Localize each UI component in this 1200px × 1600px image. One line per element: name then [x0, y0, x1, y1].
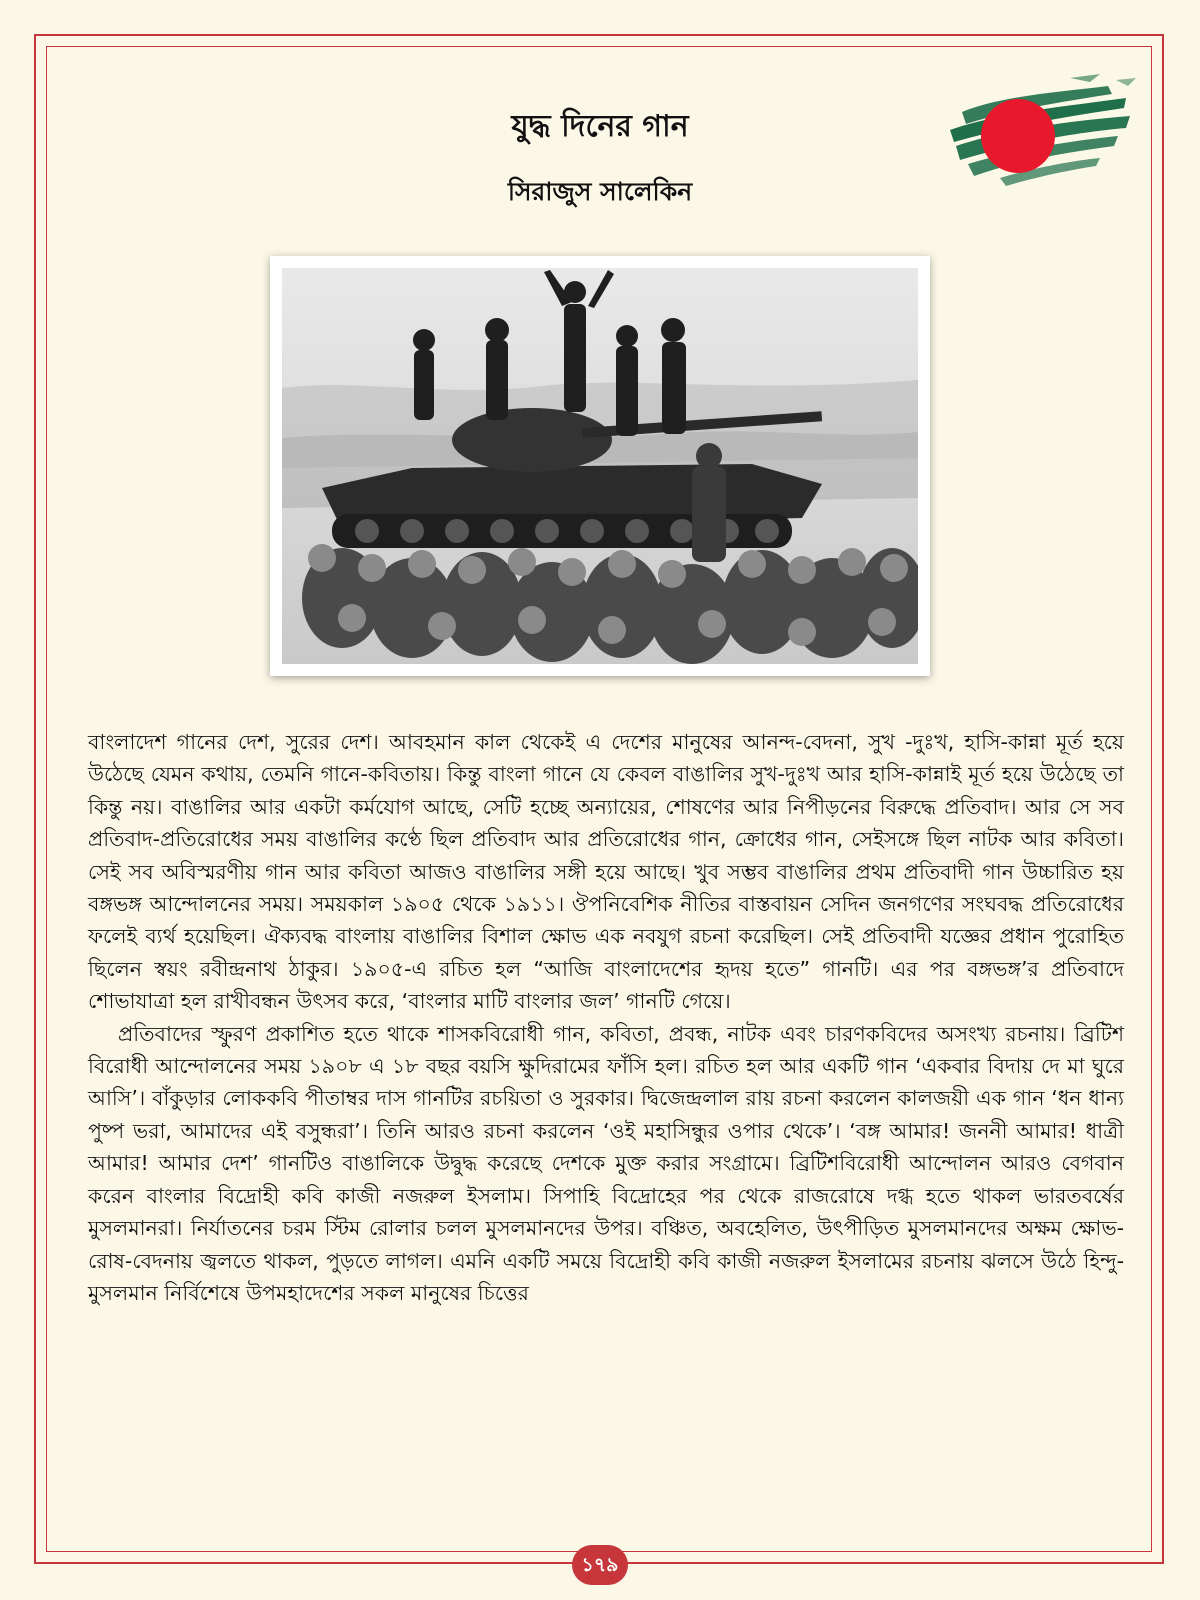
- war-photo-tank-with-soldiers: [282, 268, 918, 664]
- paragraph: বাংলাদেশ গানের দেশ, সুরের দেশ। আবহমান কাল থেকেই এ দেশের মানুষের আনন্দ-বেদনা, সুখ -দুঃখ, হাসি-কান্না মূর্ত হয়ে উঠেছে যেমন কথায়, তেমনি গানে-কবিতায়। কিন্তু বাংলা গানে যে কেবল বাঙালির সুখ-দুঃখ আর হাসি-কান্নাই মূর্ত হয়ে উঠেছে তা কিন্তু নয়। বাঙালির আর একটা কর্মযোগ আছে, সেটি হচ্ছে অন্যায়ের, শোষণের আর নিপীড়নের বিরুদ্ধে প্রতিবাদ। আর সে সব প্রতিবাদ-প্রতিরোধের সময় বাঙালির কণ্ঠে ছিল প্রতিবাদ আর প্রতিরোধের গান, ক্রোধের গান, সেইসঙ্গে ছিল নাটক আর কবিতা। সেই সব অবিস্মরণীয় গান আর কবিতা আজও বাঙালির সঙ্গী হয়ে আছে। খুব সম্ভব বাঙালির প্রথম প্রতিবাদী গান উচ্চারিত হয় বঙ্গভঙ্গ আন্দোলনের সময়। সময়কাল ১৯০৫ থেকে ১৯১১। ঔপনিবেশিক নীতির বাস্তবায়ন সেদিন জনগণের সংঘবদ্ধ প্রতিরোধের ফলেই ব্যর্থ হয়েছিল। ঐক্যবদ্ধ বাংলায় বাঙালির বিশাল ক্ষোভ এক নবযুগ রচনা করেছিল। সেই প্রতিবাদী যজ্ঞের প্রধান পুরোহিত ছিলেন স্বয়ং রবীন্দ্রনাথ ঠাকুর। ১৯০৫-এ রচিত হল “আজি বাংলাদেশের হৃদয় হতে” গানটি। এর পর বঙ্গভঙ্গ’র প্রতিবাদে শোভাযাত্রা হল রাখীবন্ধন উৎসব করে, ‘বাংলার মাটি বাংলার জল’ গানটি গেয়ে।: [88, 730, 1124, 1014]
- article-title: যুদ্ধ দিনের গান: [511, 109, 689, 144]
- article-body: [88, 726, 1124, 1309]
- page-number-badge: ১৭৯: [572, 1545, 628, 1585]
- bangladesh-flag-icon: [940, 72, 1140, 190]
- paragraph: প্রতিবাদের স্ফুরণ প্রকাশিত হতে থাকে শাসকবিরোধী গান, কবিতা, প্রবন্ধ, নাটক এবং চারণকবিদের অসংখ্য রচনায়। ব্রিটিশ বিরোধী আন্দোলনের সময় ১৯০৮ এ ১৮ বছর বয়সি ক্ষুদিরামের ফাঁসি হল। রচিত হল আর একটি গান ‘একবার বিদায় দে মা ঘুরে আসি’। বাঁকুড়ার লোককবি পীতাম্বর দাস গানটির রচয়িতা ও সুরকার। দ্বিজেন্দ্রলাল রায় রচনা করলেন কালজয়ী এক গান ‘ধন ধান্য পুষ্প ভরা, আমাদের এই বসুন্ধরা’। তিনি আরও রচনা করলেন ‘ওই মহাসিন্ধুর ওপার থেকে’। ‘বঙ্গ আমার! জননী আমার! ধাত্রী আমার! আমার দেশ’ গানটিও বাঙালিকে উদ্বুদ্ধ করেছে দেশকে মুক্ত করার সংগ্রামে। ব্রিটিশবিরোধী আন্দোলন আরও বেগবান করেন বাংলার বিদ্রোহী কবি কাজী নজরুল ইসলাম। সিপাহি বিদ্রোহের পর থেকে রাজরোষে দগ্ধ হতে থাকল ভারতবর্ষের মুসলমানরা। নির্যাতনের চরম স্টিম রোলার চলল মুসলমানদের উপর। বঞ্চিত, অবহেলিত, উৎপীড়িত মুসলমানদের অক্ষম ক্ষোভ-রোষ-বেদনায় জ্বলতে থাকল, পুড়তে লাগল। এমনি একটি সময়ে বিদ্রোহী কবি কাজী নজরুল ইসলামের রচনায় ঝলসে উঠে হিন্দু-মুসলমান নির্বিশেষে উপমহাদেশের সকল মানুষের চিত্তের: [88, 1021, 1124, 1305]
- article-author: সিরাজুস সালেকিন: [507, 177, 693, 206]
- photo-frame: [270, 256, 930, 676]
